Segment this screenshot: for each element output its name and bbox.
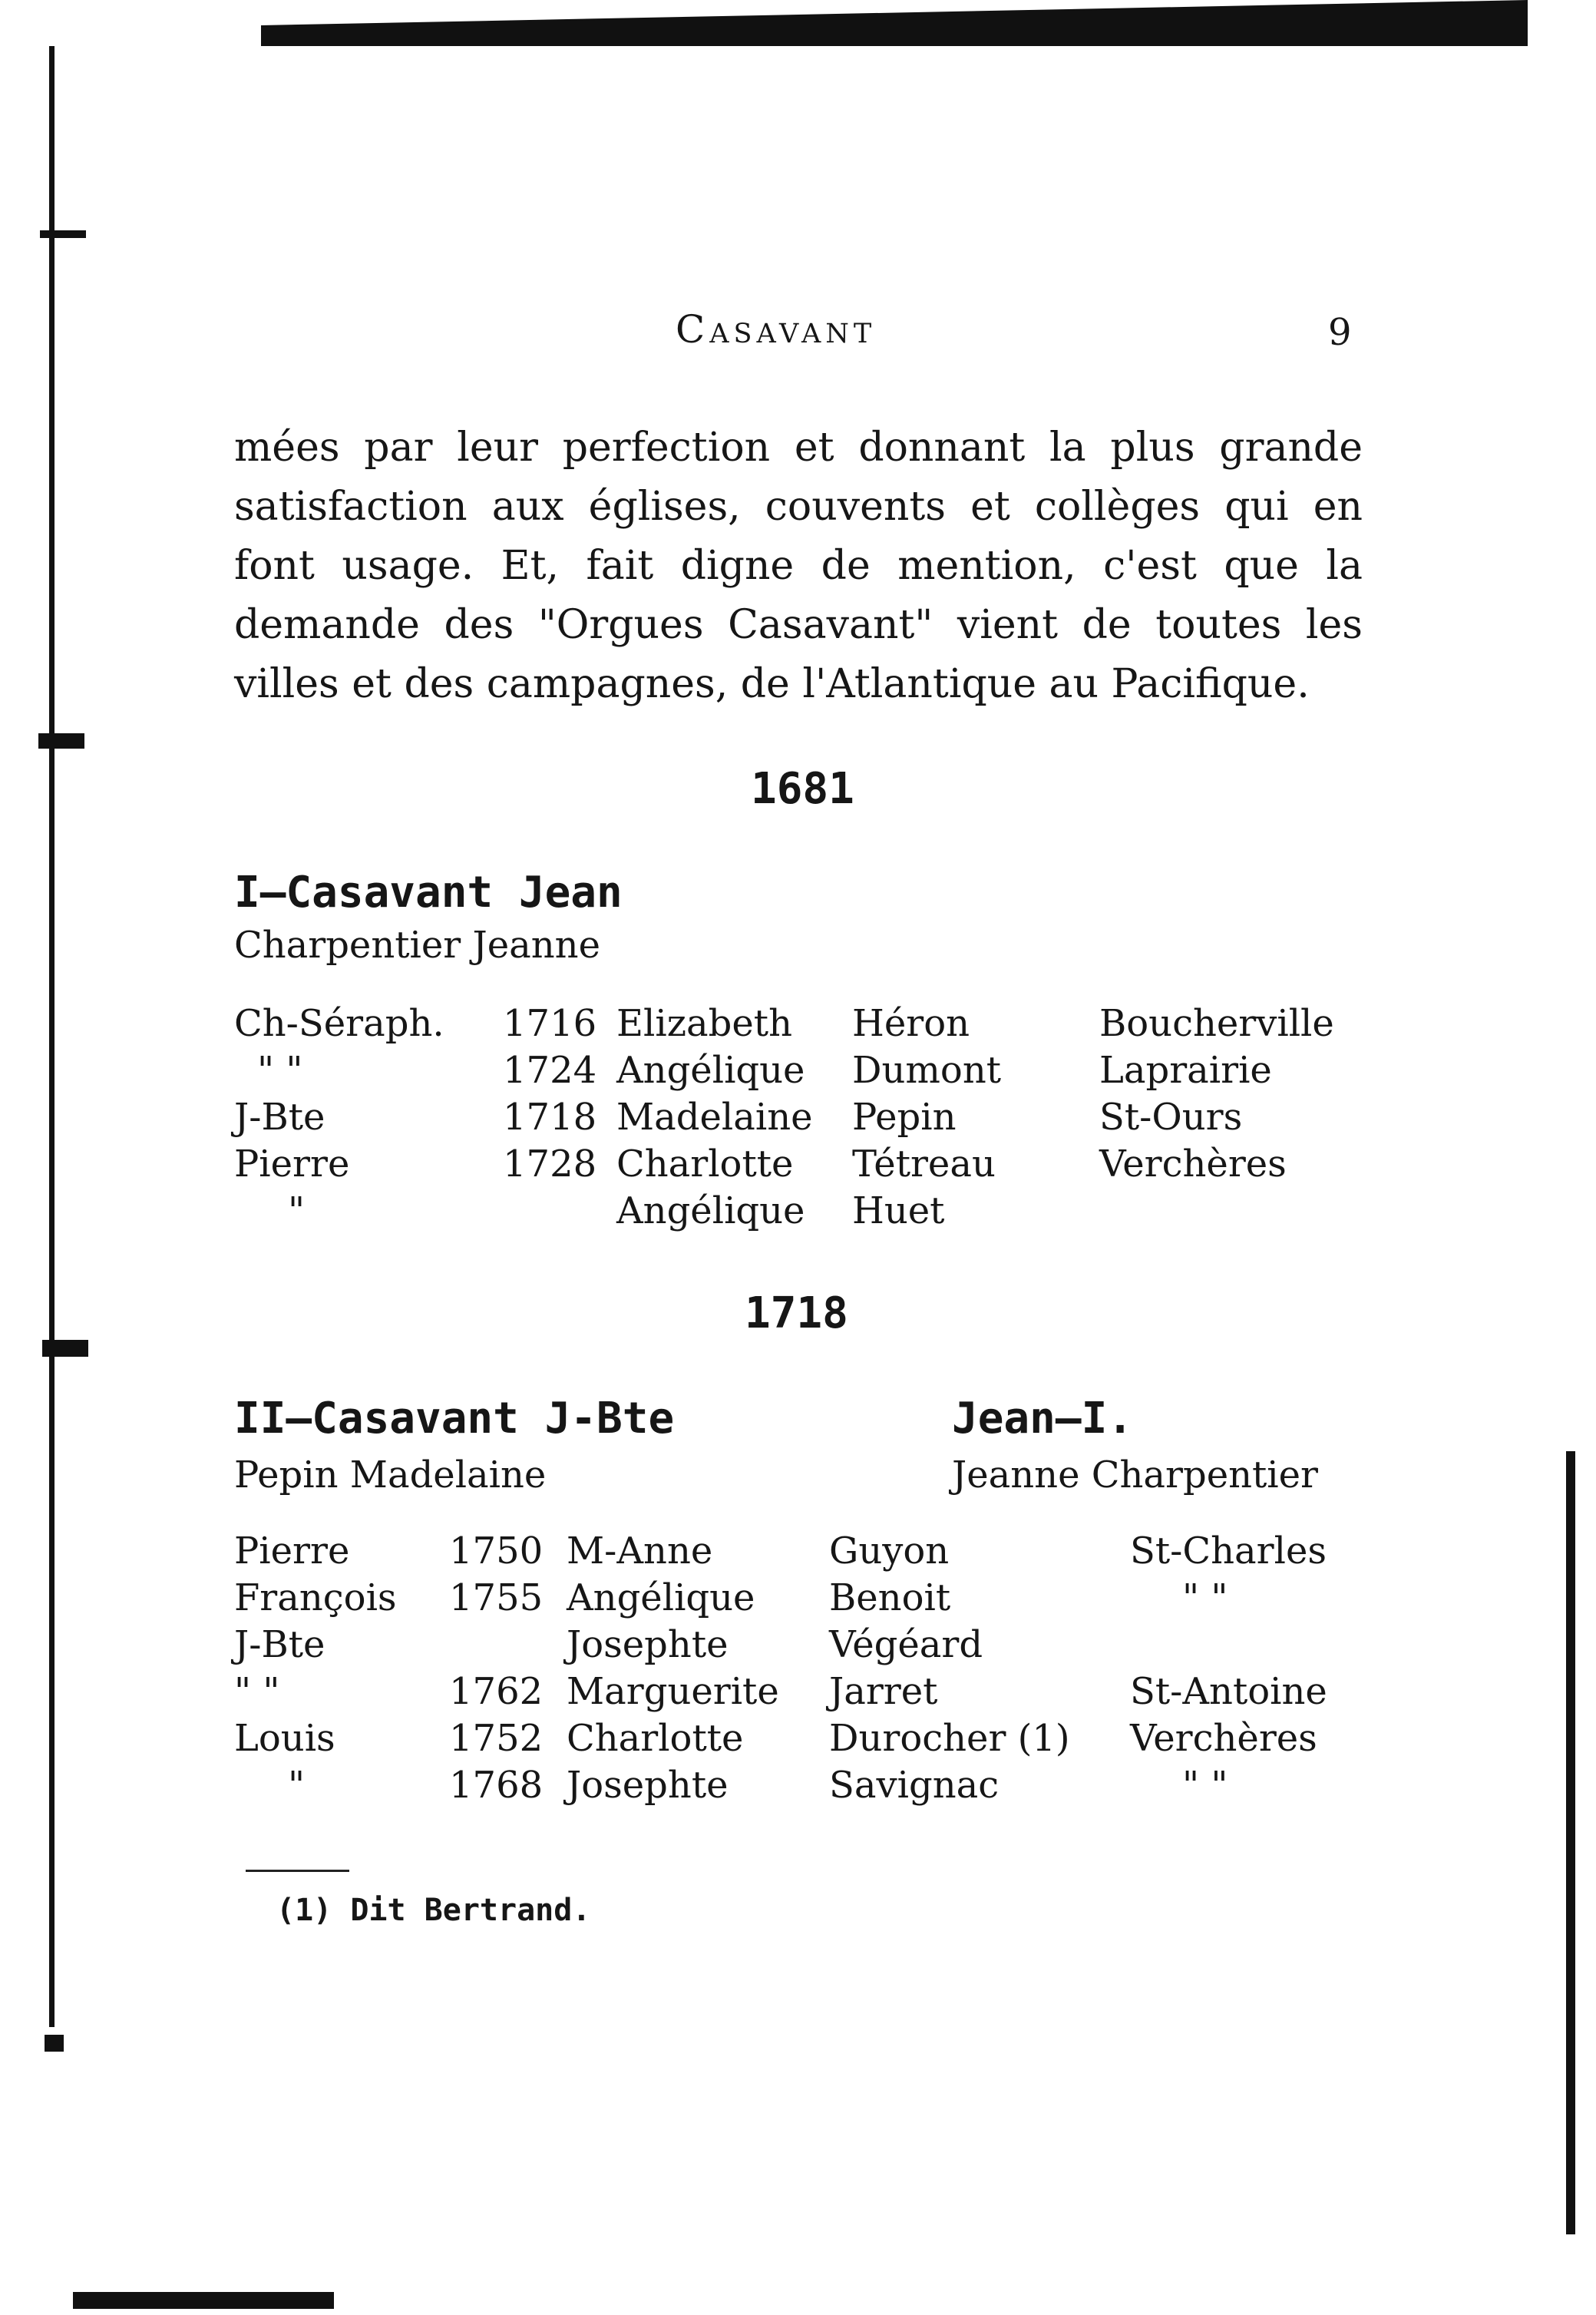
parish: Verchères [1130, 1717, 1317, 1760]
left-binding-mark [38, 733, 84, 749]
paragraph-line: demande des "Orgues Casavant" vient de toutes les [234, 602, 1363, 648]
child-name: J-Bte [234, 1096, 325, 1139]
marriage-year: 1750 [449, 1530, 544, 1573]
right-edge-line [1566, 1451, 1575, 2234]
child-name: Pierre [234, 1143, 350, 1186]
spouse-last: Savignac [829, 1764, 1000, 1807]
marriage-year: 1724 [503, 1049, 597, 1092]
spouse-last: Végéard [829, 1623, 983, 1666]
parish: " " [1182, 1576, 1228, 1619]
marriage-year: 1752 [449, 1717, 544, 1760]
child-name: Ch-Séraph. [234, 1002, 444, 1045]
bottom-scan-bar [73, 2292, 334, 2309]
spouse-first: Elizabeth [616, 1002, 792, 1045]
parish: St-Ours [1099, 1096, 1243, 1139]
spouse-last: Huet [852, 1189, 945, 1232]
parish: Verchères [1099, 1143, 1287, 1186]
footnote-rule [246, 1870, 349, 1872]
spouse-first: Madelaine [616, 1096, 813, 1139]
child-name: " " [257, 1049, 303, 1092]
body-paragraph [234, 418, 1363, 714]
paragraph-line: font usage. Et, fait digne de mention, c'est que la [234, 543, 1363, 589]
parent-spouse-name: Jeanne Charpentier [952, 1453, 1318, 1496]
child-name: Louis [234, 1717, 335, 1760]
paragraph-line: mées par leur perfection et donnant la plus grande [234, 425, 1363, 471]
left-binding-mark [40, 230, 86, 238]
generation-heading-1: I—Casavant Jean [234, 868, 623, 918]
marriage-year: 1728 [503, 1143, 597, 1186]
paragraph-line: villes et des campagnes, de l'Atlantique au Pacifique. [234, 661, 1310, 707]
year-heading-1718: 1718 [745, 1288, 848, 1338]
spouse-last: Tétreau [852, 1143, 996, 1186]
page-number: 9 [1328, 311, 1352, 354]
footnote: (1) Dit Bertrand. [276, 1893, 591, 1928]
spouse-last: Dumont [852, 1049, 1002, 1092]
parish: " " [1182, 1764, 1228, 1807]
spouse-first: Angélique [616, 1189, 805, 1232]
marriage-year: 1762 [449, 1670, 544, 1713]
spouse-last: Durocher (1) [829, 1717, 1070, 1760]
parish: Laprairie [1099, 1049, 1272, 1092]
child-name: François [234, 1576, 397, 1619]
left-binding-mark [45, 2035, 64, 2052]
spouse-last: Benoit [829, 1576, 951, 1619]
left-binding-mark [42, 1340, 88, 1357]
running-title: Casavant [676, 307, 877, 352]
parent-heading: Jean—I. [952, 1394, 1134, 1444]
spouse-last: Pepin [852, 1096, 957, 1139]
child-name: " [288, 1764, 306, 1807]
parish: St-Antoine [1130, 1670, 1327, 1713]
spouse-first: Josephte [567, 1764, 729, 1807]
spouse-first: Josephte [567, 1623, 729, 1666]
marriage-year: 1768 [449, 1764, 544, 1807]
spouse-first: Angélique [567, 1576, 755, 1619]
spouse-first: Charlotte [567, 1717, 744, 1760]
spouse-last: Jarret [829, 1670, 938, 1713]
child-name: Pierre [234, 1530, 350, 1573]
spouse-last: Guyon [829, 1530, 950, 1573]
marriage-year: 1755 [449, 1576, 544, 1619]
child-name: J-Bte [234, 1623, 325, 1666]
spouse-first: Charlotte [616, 1143, 794, 1186]
spouse-last: Héron [852, 1002, 970, 1045]
marriage-year: 1716 [503, 1002, 597, 1045]
spouse-name-1: Charpentier Jeanne [234, 924, 600, 967]
spouse-first: Marguerite [567, 1670, 779, 1713]
child-name: " [288, 1189, 306, 1232]
child-name: " " [234, 1670, 280, 1713]
left-binding-line [49, 46, 55, 2027]
year-heading-1681: 1681 [751, 764, 854, 814]
parish: Boucherville [1099, 1002, 1334, 1045]
generation-heading-2: II—Casavant J-Bte [234, 1394, 675, 1444]
spouse-name-2: Pepin Madelaine [234, 1453, 547, 1496]
top-scan-bar [261, 0, 1528, 46]
paragraph-line: satisfaction aux églises, couvents et collèges qui en [234, 484, 1363, 530]
marriage-year: 1718 [503, 1096, 597, 1139]
spouse-first: Angélique [616, 1049, 805, 1092]
parish: St-Charles [1130, 1530, 1327, 1573]
spouse-first: M-Anne [567, 1530, 713, 1573]
